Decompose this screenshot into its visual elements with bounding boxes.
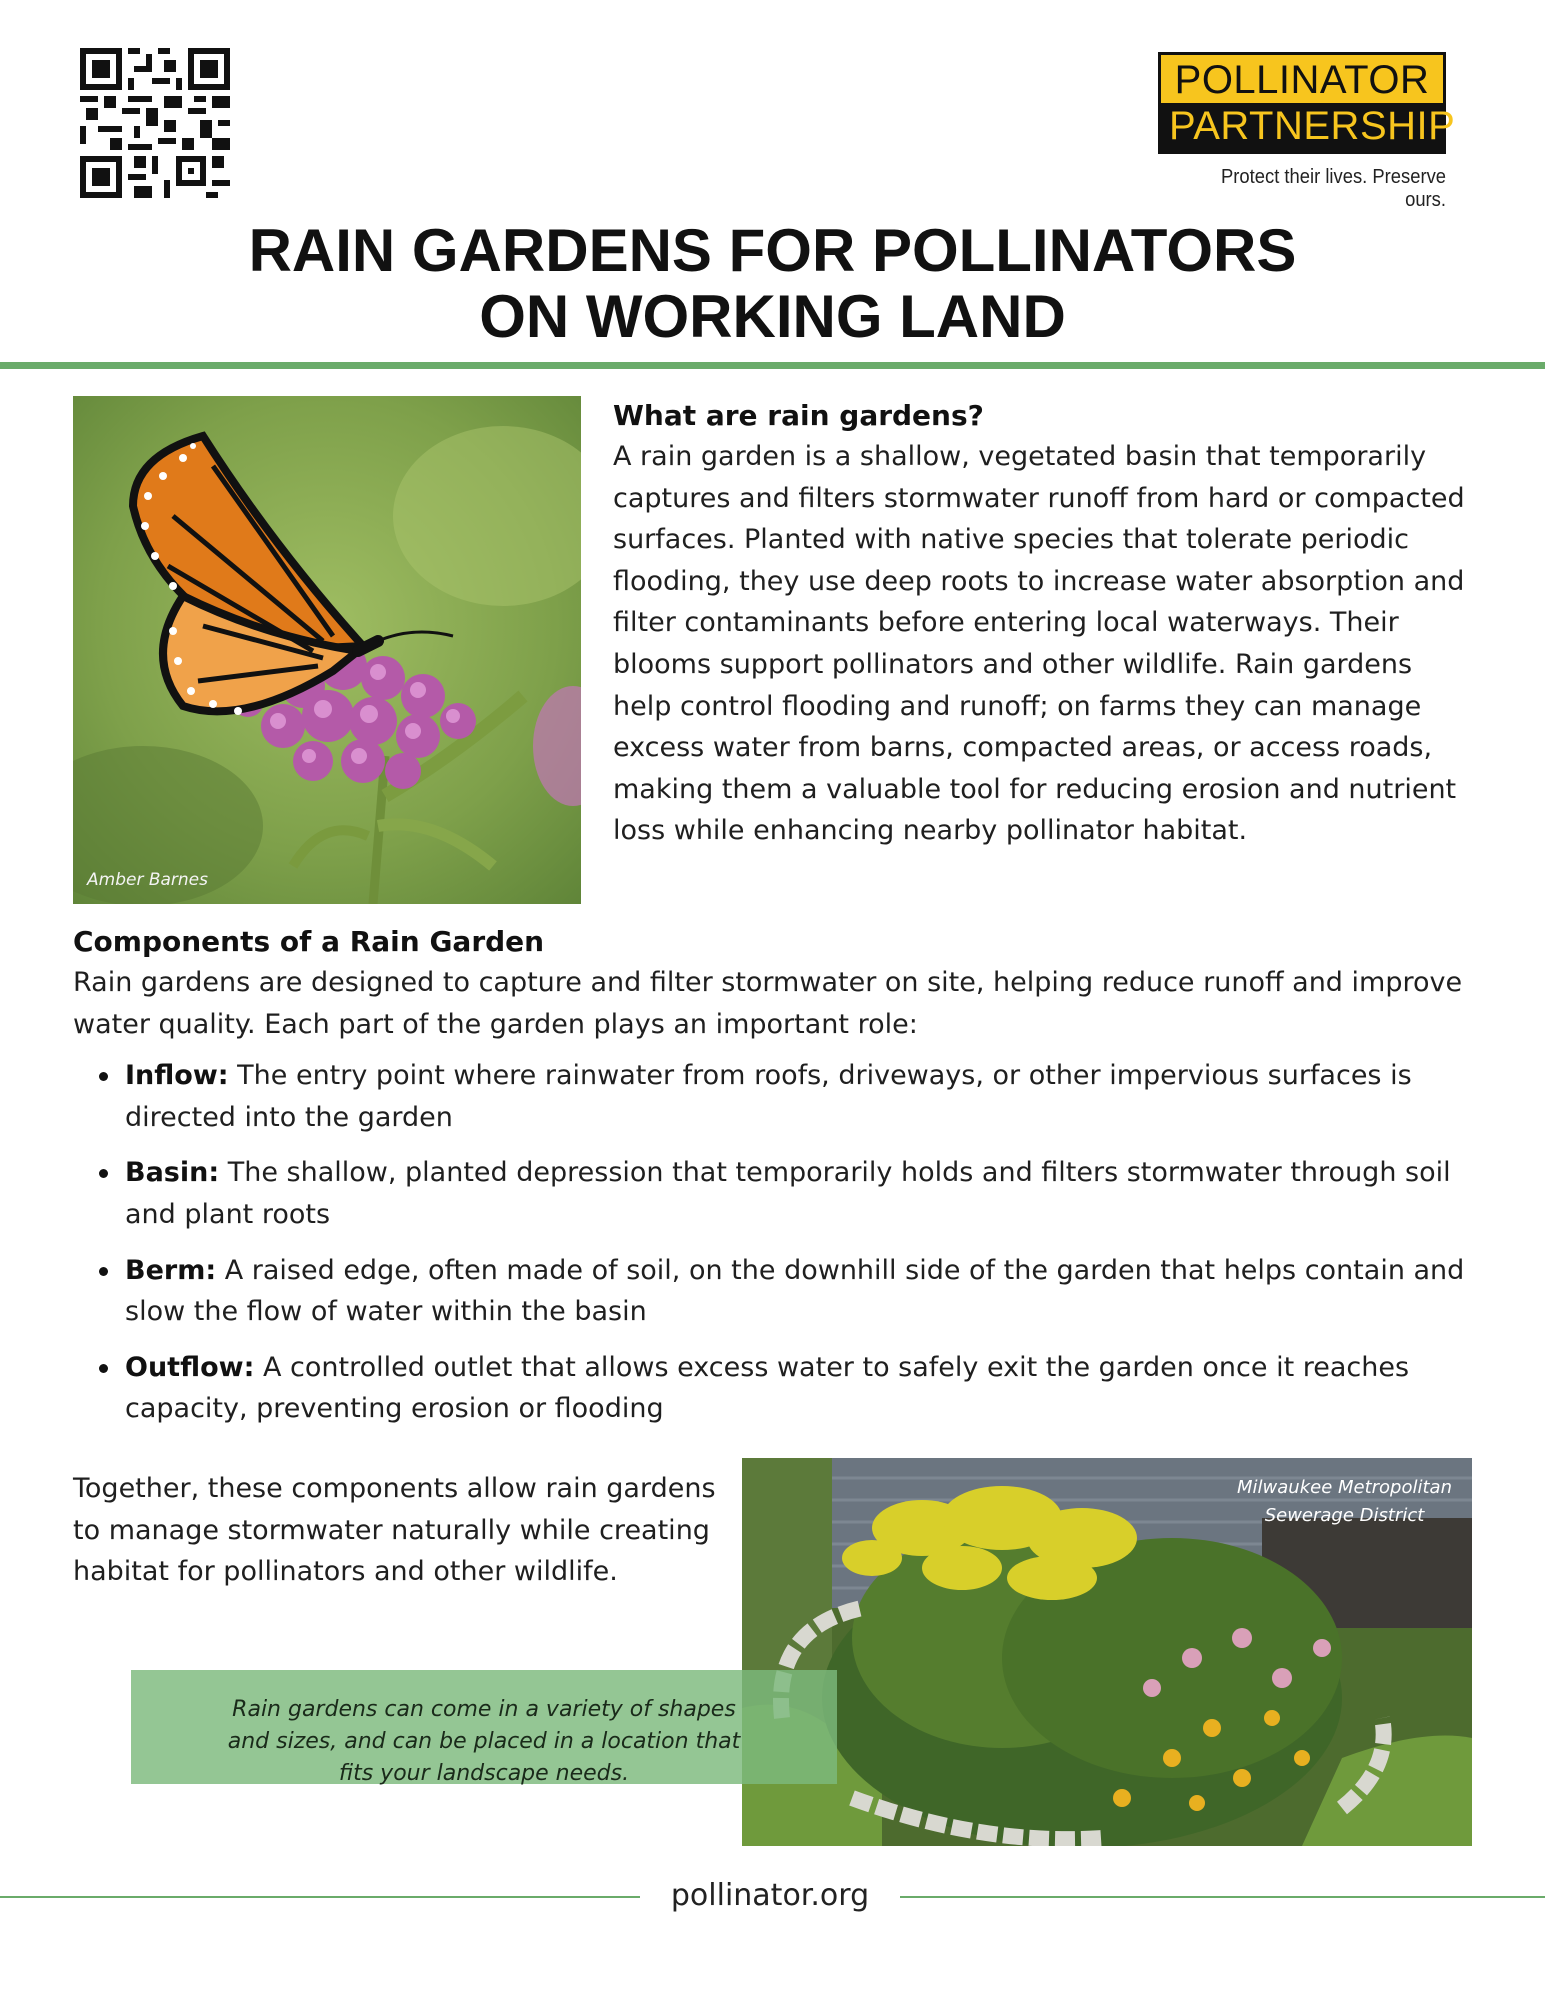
item-text: The entry point where rainwater from roofs, driveways, or other impervious surfaces is directed into the garden [125,1060,1412,1133]
bullet-icon [99,1267,108,1276]
callout-text [131,1694,837,1790]
section-heading: Components of a Rain Garden [73,925,545,958]
page-title [0,218,1545,350]
item-text: The shallow, planted depression that temporarily holds and filters stormwater through soil and plant roots [125,1157,1451,1230]
footer-divider-left [0,1896,640,1898]
callout-line-2: and sizes, and can be placed in a location that [227,1729,741,1754]
summary-paragraph: Together, these components allow rain gardens to manage stormwater naturally while creating habitat for pollinators and other wildlife. [73,1473,716,1588]
item-term: Inflow: [125,1060,229,1092]
callout-line-1: Rain gardens can come in a variety of shapes [232,1697,736,1722]
photo-credit: Amber Barnes [87,870,208,890]
credit-line-1: Milwaukee Metropolitan [1237,1477,1452,1498]
section-body: A rain garden is a shallow, vegetated basin that temporarily captures and filters stormwater runoff from hard or compacted surfaces. Planted with native species that tolerate periodic flooding, they use deep roots to increase water absorption and filter contaminants before entering local waterways. Their blooms support pollinators and other wildlife. Rain gardens help control flooding and runoff; on farms they can manage excess water from barns, compacted areas, or access roads, making them a valuable tool for reducing erosion and nutrient loss while enhancing nearby pollinator habitat. [613,441,1465,847]
list-item [73,1347,1473,1430]
bullet-icon [99,1072,108,1081]
item-term: Berm: [125,1254,217,1286]
logo-line-2: PARTNERSHIP [1161,103,1443,151]
list-item [73,1055,1473,1138]
section-heading: What are rain gardens? [613,399,984,432]
footer-divider-right [900,1896,1545,1898]
item-text: A raised edge, often made of soil, on the downhill side of the garden that helps contain and slow the flow of water within the basin [125,1254,1465,1328]
pollinator-partnership-logo[interactable] [1158,52,1456,212]
monarch-butterfly-illustration [73,396,581,904]
qr-code-icon[interactable] [80,48,230,198]
bullet-icon [99,1169,108,1178]
title-line-2: ON WORKING LAND [479,283,1066,350]
item-term: Outflow: [125,1351,255,1383]
credit-line-2: Sewerage District [1264,1505,1425,1526]
item-term: Basin: [125,1157,220,1189]
components-section [73,922,1473,1444]
photo-credit [1237,1474,1452,1530]
list-item [73,1152,1473,1235]
section-intro: Rain gardens are designed to capture and filter stormwater on site, helping reduce runoff and improve water quality. Each part of the garden plays an important role: [73,967,1463,1040]
item-text: A controlled outlet that allows excess water to safely exit the garden once it reaches capacity, preventing erosion or flooding [125,1351,1410,1425]
logo-line-1: POLLINATOR [1174,58,1430,102]
components-list [73,1055,1473,1430]
bullet-icon [99,1364,108,1373]
callout-line-3: fits your landscape needs. [338,1761,630,1786]
monarch-butterfly-photo [73,396,581,904]
logo-badge [1158,52,1456,154]
footer-url-link[interactable]: pollinator.org [670,1878,870,1913]
title-line-1: RAIN GARDENS FOR POLLINATORS [248,217,1297,284]
rain-garden-photo [742,1458,1472,1846]
what-are-rain-gardens-section [613,396,1473,852]
logo-tagline: Protect their lives. Preserve ours. [1221,166,1446,211]
callout-box [131,1670,837,1784]
title-divider [0,362,1545,369]
list-item [73,1250,1473,1333]
